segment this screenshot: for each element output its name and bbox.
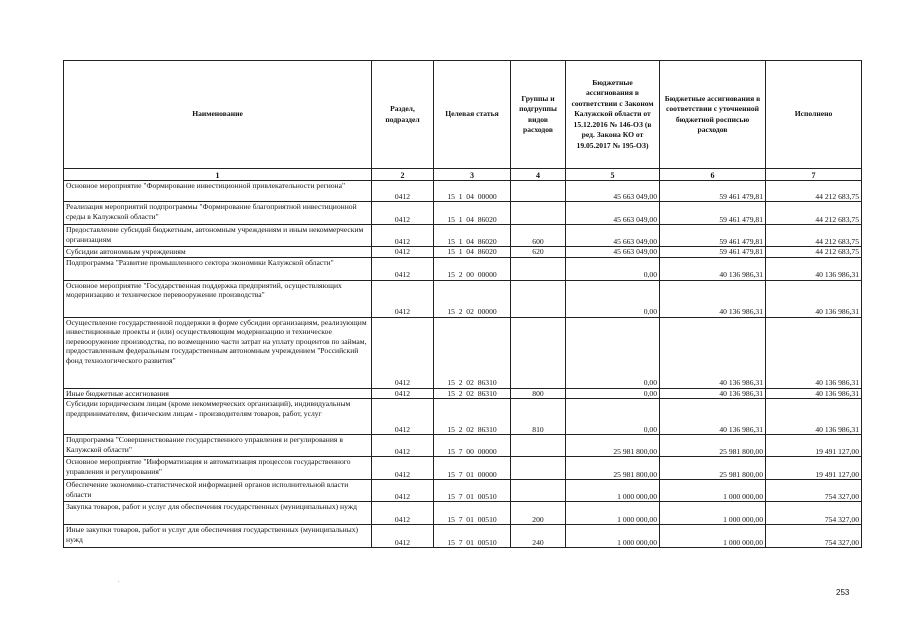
row-executed: 754 327,00 — [766, 525, 862, 548]
table-row — [64, 399, 862, 435]
row-law-allocation: 1 000 000,00 — [566, 502, 660, 525]
table-row — [64, 202, 862, 225]
row-name: Реализация мероприятий подпрограммы "Формирование благоприятной инвестиционной среды в Калужской области" — [64, 202, 372, 225]
row-law-allocation: 0,00 — [566, 280, 660, 317]
column-number: 3 — [434, 169, 511, 181]
row-executed: 40 136 986,31 — [766, 399, 862, 435]
row-law-allocation: 45 663 049,00 — [566, 181, 660, 202]
header-executed: Исполнено — [766, 61, 862, 169]
table-row — [64, 247, 862, 258]
row-law-allocation: 0,00 — [566, 257, 660, 280]
row-group — [511, 202, 566, 225]
row-target: 15 1 04 86020 — [434, 225, 511, 247]
row-executed: 40 136 986,31 — [766, 388, 862, 399]
row-refined-allocation: 59 461 479,81 — [660, 225, 766, 247]
row-section: 0412 — [372, 317, 434, 388]
row-executed: 44 212 683,75 — [766, 225, 862, 247]
row-name: Закупка товаров, работ и услуг для обеспечения государственных (муниципальных) нужд — [64, 502, 372, 525]
table-row — [64, 435, 862, 457]
table-row — [64, 225, 862, 247]
row-executed: 40 136 986,31 — [766, 280, 862, 317]
row-section: 0412 — [372, 280, 434, 317]
table-row — [64, 525, 862, 548]
row-target: 15 7 01 00000 — [434, 457, 511, 480]
column-number: 7 — [766, 169, 862, 181]
row-refined-allocation: 1 000 000,00 — [660, 525, 766, 548]
header-target: Целевая статья — [434, 61, 511, 169]
row-section: 0412 — [372, 435, 434, 457]
row-group — [511, 317, 566, 388]
header-refined-allocation: Бюджетные ассигнования в соответствии с уточненной бюджетной росписью расходов — [660, 61, 766, 169]
scan-mark: . — [118, 578, 120, 584]
row-section: 0412 — [372, 181, 434, 202]
row-group — [511, 181, 566, 202]
table-row — [64, 502, 862, 525]
row-executed: 44 212 683,75 — [766, 247, 862, 258]
header-name: Наименование — [64, 61, 372, 169]
row-target: 15 2 00 00000 — [434, 257, 511, 280]
row-refined-allocation: 1 000 000,00 — [660, 502, 766, 525]
row-name: Предоставление субсидий бюджетным, автономным учреждениям и иным некоммерческим организациям — [64, 225, 372, 247]
row-law-allocation: 45 663 049,00 — [566, 225, 660, 247]
row-section: 0412 — [372, 457, 434, 480]
row-executed: 19 491 127,00 — [766, 435, 862, 457]
row-name: Осуществление государственной поддержки в форме субсидии организациям, реализующим инвестиционные проекты и (или) осуществляющим модернизацию и техническое перевооружение производства, по возмещению части затрат на уплату процентов по займам, предоставленным федеральным государственным автономным учреждением "Российский фонд технологического развития" — [64, 317, 372, 388]
row-section: 0412 — [372, 399, 434, 435]
row-target: 15 1 04 00000 — [434, 181, 511, 202]
row-group: 240 — [511, 525, 566, 548]
row-group — [511, 257, 566, 280]
row-refined-allocation: 59 461 479,81 — [660, 202, 766, 225]
row-executed: 40 136 986,31 — [766, 257, 862, 280]
row-executed: 44 212 683,75 — [766, 181, 862, 202]
row-law-allocation: 45 663 049,00 — [566, 247, 660, 258]
row-target: 15 7 01 00510 — [434, 525, 511, 548]
table-row — [64, 181, 862, 202]
row-target: 15 7 01 00510 — [434, 480, 511, 502]
row-law-allocation: 1 000 000,00 — [566, 480, 660, 502]
row-executed: 754 327,00 — [766, 502, 862, 525]
row-name: Субсидии автономным учреждениям — [64, 247, 372, 258]
row-name: Иные закупки товаров, работ и услуг для обеспечения государственных (муниципальных) нужд — [64, 525, 372, 548]
row-name: Основное мероприятие "Информатизация и автоматизация процессов государственного управления и регулирования" — [64, 457, 372, 480]
page-number: 253 — [836, 588, 850, 597]
row-group — [511, 435, 566, 457]
row-refined-allocation: 40 136 986,31 — [660, 317, 766, 388]
row-group: 620 — [511, 247, 566, 258]
row-target: 15 1 04 86020 — [434, 202, 511, 225]
row-target: 15 2 02 86310 — [434, 388, 511, 399]
row-executed: 19 491 127,00 — [766, 457, 862, 480]
row-refined-allocation: 25 981 800,00 — [660, 435, 766, 457]
row-refined-allocation: 40 136 986,31 — [660, 399, 766, 435]
table-row — [64, 457, 862, 480]
row-group: 810 — [511, 399, 566, 435]
row-group — [511, 280, 566, 317]
row-group — [511, 480, 566, 502]
header-section: Раздел, подраздел — [372, 61, 434, 169]
row-law-allocation: 1 000 000,00 — [566, 525, 660, 548]
table-row — [64, 388, 862, 399]
column-number: 5 — [566, 169, 660, 181]
row-name: Субсидии юридическим лицам (кроме некоммерческих организаций), индивидуальным предпринимателям, физическим лицам - производителям товаров, работ, услуг — [64, 399, 372, 435]
row-refined-allocation: 40 136 986,31 — [660, 280, 766, 317]
header-group: Группы и подгруппы видов расходов — [511, 61, 566, 169]
row-target: 15 2 02 86310 — [434, 399, 511, 435]
row-name: Основное мероприятие "Формирование инвестиционной привлекательности региона" — [64, 181, 372, 202]
row-refined-allocation: 25 981 800,00 — [660, 457, 766, 480]
row-name: Подпрограмма "Развитие промышленного сектора экономики Калужской области" — [64, 257, 372, 280]
row-refined-allocation: 59 461 479,81 — [660, 181, 766, 202]
column-number: 4 — [511, 169, 566, 181]
row-group: 800 — [511, 388, 566, 399]
row-name: Иные бюджетные ассигнования — [64, 388, 372, 399]
row-group — [511, 457, 566, 480]
row-group: 600 — [511, 225, 566, 247]
row-target: 15 1 04 86020 — [434, 247, 511, 258]
table-row — [64, 480, 862, 502]
row-refined-allocation: 40 136 986,31 — [660, 388, 766, 399]
row-section: 0412 — [372, 388, 434, 399]
row-section: 0412 — [372, 480, 434, 502]
row-law-allocation: 25 981 800,00 — [566, 457, 660, 480]
row-section: 0412 — [372, 225, 434, 247]
row-executed: 754 327,00 — [766, 480, 862, 502]
row-executed: 40 136 986,31 — [766, 317, 862, 388]
column-number: 2 — [372, 169, 434, 181]
table-row — [64, 317, 862, 388]
row-name: Основное мероприятие "Государственная поддержка предприятий, осуществляющих модернизацию и техническое перевооружение производства" — [64, 280, 372, 317]
table-row — [64, 280, 862, 317]
budget-table — [63, 60, 862, 548]
row-section: 0412 — [372, 257, 434, 280]
row-executed: 44 212 683,75 — [766, 202, 862, 225]
row-law-allocation: 25 981 800,00 — [566, 435, 660, 457]
column-number: 1 — [64, 169, 372, 181]
row-target: 15 7 01 00510 — [434, 502, 511, 525]
row-law-allocation: 45 663 049,00 — [566, 202, 660, 225]
row-group: 200 — [511, 502, 566, 525]
row-law-allocation: 0,00 — [566, 388, 660, 399]
row-section: 0412 — [372, 247, 434, 258]
row-name: Обеспечение экономико-статистической информацией органов исполнительной власти области — [64, 480, 372, 502]
row-law-allocation: 0,00 — [566, 317, 660, 388]
row-section: 0412 — [372, 202, 434, 225]
column-number-row — [64, 169, 862, 181]
row-refined-allocation: 40 136 986,31 — [660, 257, 766, 280]
row-refined-allocation: 59 461 479,81 — [660, 247, 766, 258]
row-refined-allocation: 1 000 000,00 — [660, 480, 766, 502]
row-target: 15 2 02 00000 — [434, 280, 511, 317]
row-law-allocation: 0,00 — [566, 399, 660, 435]
row-section: 0412 — [372, 525, 434, 548]
header-row — [64, 61, 862, 169]
row-target: 15 7 00 00000 — [434, 435, 511, 457]
column-number: 6 — [660, 169, 766, 181]
table-row — [64, 257, 862, 280]
row-name: Подпрограмма "Совершенствование государственного управления и регулирования в Калужской области" — [64, 435, 372, 457]
header-law-allocation: Бюджетные ассигнования в соответствии с Законом Калужской области от 15.12.2016 № 146-ОЗ (в ред. Закона КО от 19.05.2017 № 195-ОЗ) — [566, 61, 660, 169]
row-target: 15 2 02 86310 — [434, 317, 511, 388]
row-section: 0412 — [372, 502, 434, 525]
